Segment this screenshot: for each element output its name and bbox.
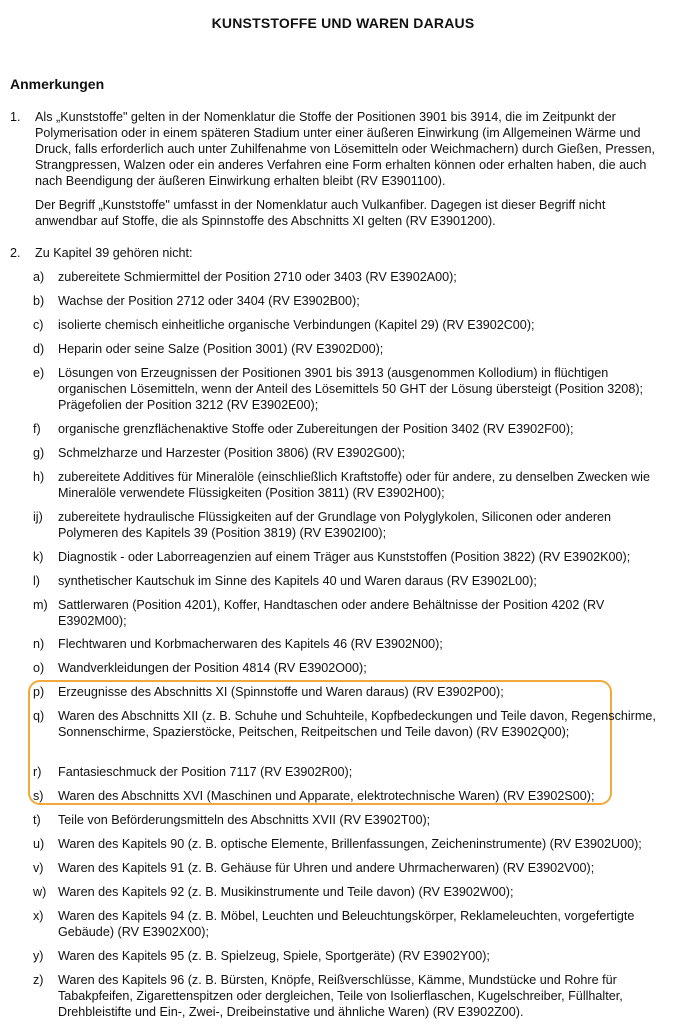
note-text: Als „Kunststoffe" gelten in der Nomenklatur die Stoffe der Positionen 3901 bis 3914, die im Zeitpunkt der Polymerisation oder in einem späteren Stadium unter einer äußeren Einwirkung (im Allgemeinen Wärme und Druck, falls erforderlich auch unter Zuhilfenahme von Lösemitteln oder Weichmachern) durch Gießen, Pressen, Strangpressen, Walzen oder ein anderes Verfahren eine Form erhalten können oder erhalten haben, die auch nach Beendigung der äußeren Einwirkung erhalten bleibt (RV E3901100). — [35, 110, 655, 188]
note-text-2: Der Begriff „Kunststoffe" umfasst in der Nomenklatur auch Vulkanfiber. Dagegen ist dieser Begriff nicht anwendbar auf Stoffe, die als Spinnstoffe des Abschnitts XI gelten (RV E3901200). — [35, 198, 606, 228]
list-item-text: Diagnostik - oder Laborreagenzien auf einem Träger aus Kunststoffen (Position 3822) (RV E3902K00); — [58, 550, 631, 564]
list-item — [33, 948, 668, 964]
document-title: KUNSTSTOFFE UND WAREN DARAUS — [211, 15, 475, 31]
list-item-label: w) — [33, 885, 47, 899]
list-item-label: ij) — [33, 510, 43, 524]
note-1 — [10, 109, 670, 229]
list-item-label: m) — [33, 598, 48, 612]
list-item — [33, 365, 668, 413]
list-item-text: isolierte chemisch einheitliche organische Verbindungen (Kapitel 29) (RV E3902C00); — [58, 318, 535, 332]
list-item-label: g) — [33, 446, 45, 460]
list-item — [33, 293, 668, 309]
list-item-label: r) — [33, 765, 42, 779]
list-item-text: Wachse der Position 2712 oder 3404 (RV E3902B00); — [58, 294, 360, 308]
list-item-label: h) — [33, 470, 45, 484]
list-item-text: Schmelzharze und Harzester (Position 3806) (RV E3902G00); — [58, 446, 405, 460]
list-item — [33, 684, 668, 700]
list-item-text: Erzeugnisse des Abschnitts XI (Spinnstoffe und Waren daraus) (RV E3902P00); — [58, 685, 504, 699]
list-item-label: u) — [33, 837, 45, 851]
list-item-label: o) — [33, 661, 45, 675]
list-item-text: Waren des Kapitels 92 (z. B. Musikinstrumente und Teile davon) (RV E3902W00); — [58, 885, 514, 899]
list-item-text: zubereitete Schmiermittel der Position 2710 oder 3403 (RV E3902A00); — [58, 270, 457, 284]
list-item-text: Flechtwaren und Korbmacherwaren des Kapitels 46 (RV E3902N00); — [58, 637, 443, 651]
list-item-text: zubereitete Additives für Mineralöle (einschließlich Kraftstoffe) oder für andere, zu denselben Zwecken wie Mineralöle verwendete Flüssigkeiten (Position 3811) (RV E3902H00); — [58, 470, 650, 500]
list-item — [33, 341, 668, 357]
list-item — [33, 269, 668, 285]
list-item — [33, 509, 668, 541]
list-item-label: d) — [33, 342, 45, 356]
list-item-label: y) — [33, 949, 44, 963]
list-item-text: synthetischer Kautschuk im Sinne des Kapitels 40 und Waren daraus (RV E3902L00); — [58, 574, 537, 588]
list-item — [33, 317, 668, 333]
section-heading: Anmerkungen — [10, 76, 105, 92]
list-item-label: k) — [33, 550, 44, 564]
list-item — [33, 884, 668, 900]
list-item — [33, 764, 668, 780]
list-item-label: t) — [33, 813, 41, 827]
list-item-text: Lösungen von Erzeugnissen der Positionen 3901 bis 3913 (ausgenommen Kollodium) in flüchtigen organischen Lösemitteln, wenn der Anteil des Lösemittels 50 GHT der Lösung übersteigt (Position 3208); Prägefolien der Position 3212 (RV E3902E00); — [58, 366, 644, 412]
list-item-label: b) — [33, 294, 45, 308]
list-item-label: c) — [33, 318, 44, 332]
list-item — [33, 812, 668, 828]
list-item — [33, 788, 668, 804]
list-item-label: v) — [33, 861, 44, 875]
list-item-text: Heparin oder seine Salze (Position 3001) (RV E3902D00); — [58, 342, 384, 356]
list-item-label: e) — [33, 366, 45, 380]
list-item-text: Waren des Kapitels 94 (z. B. Möbel, Leuchten und Beleuchtungskörper, Reklameleuchten, vorgefertigte Gebäude) (RV E3902X00); — [58, 909, 635, 939]
list-item — [33, 908, 668, 940]
list-item-label: p) — [33, 685, 45, 699]
list-item-text: Fantasieschmuck der Position 7117 (RV E3902R00); — [58, 765, 353, 779]
list-item-text: Waren des Abschnitts XVI (Maschinen und Apparate, elektrotechnische Waren) (RV E3902S00); — [58, 789, 595, 803]
list-item-label: q) — [33, 709, 45, 723]
list-item — [33, 421, 668, 437]
list-item-text: Waren des Abschnitts XII (z. B. Schuhe und Schuhteile, Kopfbedeckungen und Teile davon, Regenschirme, Sonnenschirme, Spazierstöcke, Peitschen, Reitpeitschen und Teile davon) (RV E3902Q00); — [58, 709, 656, 739]
list-item — [33, 445, 668, 461]
list-item — [33, 636, 668, 652]
list-item — [33, 469, 668, 501]
list-item-label: f) — [33, 422, 41, 436]
list-item — [33, 660, 668, 676]
list-item-text: Waren des Kapitels 91 (z. B. Gehäuse für Uhren und andere Uhrmacherwaren) (RV E3902V00); — [58, 861, 595, 875]
list-item — [33, 972, 668, 1020]
note-number: 2. — [10, 246, 21, 260]
list-item — [33, 836, 668, 852]
list-item-text: Waren des Kapitels 95 (z. B. Spielzeug, Spiele, Sportgeräte) (RV E3902Y00); — [58, 949, 490, 963]
list-item-label: n) — [33, 637, 45, 651]
list-item-text: Sattlerwaren (Position 4201), Koffer, Handtaschen oder andere Behältnisse der Position 4202 (RV E3902M00); — [58, 598, 605, 628]
list-item-text: organische grenzflächenaktive Stoffe oder Zubereitungen der Position 3402 (RV E3902F00); — [58, 422, 574, 436]
list-item-label: x) — [33, 909, 44, 923]
list-item — [33, 573, 668, 589]
list-item — [33, 549, 668, 565]
list-item-text: Waren des Kapitels 96 (z. B. Bürsten, Knöpfe, Reißverschlüsse, Kämme, Mundstücke und Rohre für Tabakpfeifen, Zigarettenspitzen oder dergleichen, Teile von Isolierflaschen, Kugelschreiber, Füllhalter, Drehbleistifte und Ein-, Zwei-, Dreibeinstative und ähnliche Waren) (RV E3902Z00). — [58, 973, 623, 1019]
list-item — [33, 708, 668, 740]
list-item — [33, 860, 668, 876]
list-item-label: s) — [33, 789, 44, 803]
note-2 — [10, 245, 670, 261]
list-item-text: Wandverkleidungen der Position 4814 (RV E3902O00); — [58, 661, 367, 675]
list-item-text: zubereitete hydraulische Flüssigkeiten auf der Grundlage von Polyglykolen, Siliconen oder anderen Polymeren des Kapitels 39 (Position 3819) (RV E3902I00); — [58, 510, 612, 540]
list-item-text: Teile von Beförderungsmitteln des Abschnitts XVII (RV E3902T00); — [58, 813, 431, 827]
note-number: 1. — [10, 110, 21, 124]
list-item — [33, 597, 668, 629]
note-text: Zu Kapitel 39 gehören nicht: — [35, 246, 193, 260]
list-item-label: a) — [33, 270, 45, 284]
list-item-label: z) — [33, 973, 44, 987]
list-item-text: Waren des Kapitels 90 (z. B. optische Elemente, Brillenfassungen, Zeicheninstrumente) (RV E3902U00); — [58, 837, 642, 851]
list-item-label: l) — [33, 574, 40, 588]
